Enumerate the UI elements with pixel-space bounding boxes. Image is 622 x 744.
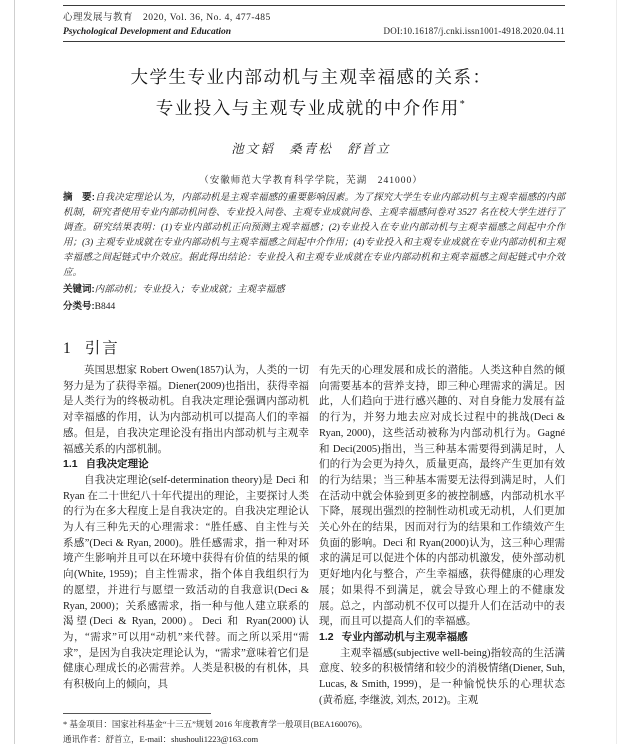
subsection-1-1-number: 1.1 bbox=[63, 458, 78, 471]
journal-header-row2 bbox=[63, 26, 565, 42]
body-columns bbox=[63, 363, 565, 709]
clc-label: 分类号: bbox=[63, 301, 95, 312]
paragraph-swb: 主观幸福感(subjective well-being)指较高的生活满意度、较多的积极情绪和较少的消极情绪(Diener, Suh, Lucas, & Smith, 1999)，是一种愉悦快乐的心理状态(黄希庭, 李继波, 刘杰, 2012)。主观 bbox=[319, 647, 565, 706]
clc-line bbox=[63, 299, 565, 315]
subsection-1-2-title: 专业内部动机与主观幸福感 bbox=[341, 630, 468, 643]
page-right-edge bbox=[616, 0, 617, 744]
doi-text: DOI:10.16187/j.cnki.issn1001-4918.2020.04.11 bbox=[383, 26, 565, 36]
affiliation-line: （安徽师范大学教育科学学院，芜湖 241000） bbox=[199, 175, 423, 186]
clc-value: B844 bbox=[94, 302, 116, 312]
subsection-1-1-heading bbox=[63, 457, 309, 473]
subsection-1-1-title: 自我决定理论 bbox=[85, 458, 149, 471]
paragraph-sdt-continued: 有先天的心理发展和成长的潜能。人类这种自然的倾向需要基本的营养支持，即三种心理需求的满足。因此，人们趋向于进行感兴趣的、对自身能力发展有益的行为，并努力地去应对成长过程中的挑战(Deci & Ryan, 2000)，这些活动被称为内部动机行为。Gagné 和 Deci(2005)指出，当三种基本需要得到满足时，人们的行为会更为持久，质量更高，最终产生更加有效的行为结果；当三种基本需要无法得到满足时，人们在活动中就会体验到更多的被控制感，内部动机水平下降，展现出强烈的控制性动机或无动机，人们更加关心外在的结果，因而对行为的结果和工作绩效产生负面的影响。Deci 和 Ryan(2000)认为，这三种心理需求的满足可以促进个体的内部动机激发，使外部动机更好地内化与整合，产生幸福感，获得健康的心理发展；如果得不到满足，就会导致心理上的不健康发展。总之，内部动机不仅可以提升人们在活动中的表现，而且可以提高人们的幸福感。 bbox=[319, 365, 565, 628]
keywords-line bbox=[63, 282, 565, 298]
section-1-number: 1 bbox=[63, 340, 71, 357]
title-footnote-mark: * bbox=[459, 99, 467, 110]
keywords-label: 关键词: bbox=[63, 284, 95, 295]
right-column bbox=[319, 363, 565, 709]
paragraph-sdt: 自我决定理论(self-determination theory)是 Deci 和 Ryan 在二十世纪八十年代提出的理论，主要探讨人类的行为在多大程度上是自我决定的。自我决定理论认为人有三种先天的心理需求：“胜任感、自主性与关系感”(Deci & Ryan, 2000)。胜任感需求，指一种对环境产生影响并且可以在环境中获得有价值的结果的倾向(White, 1959)；自主性需求，指个体自我组织行为的愿望，并进行与愿望一致活动的自我意识(Deci & Ryan, 2000)；关系感需求，指一种与他人建立联系的渴望(Deci & Ryan, 2000)。Deci 和 Ryan(2000)认为，“需求”可以用“动机”来代替。而之所以采用“需求”，是因为自我决定理论认为，“需求”意味着它们是健康心理成长的必需营养。人类是积极的有机体，具有积极向上的倾向，具 bbox=[63, 474, 309, 691]
journal-header bbox=[63, 5, 565, 42]
footnote-funding: * 基金项目：国家社科基金“十三五”规划 2016 年度教育学一般项目(BEA160076)。 bbox=[63, 719, 368, 729]
footnote-corresponding-author: 通讯作者：舒首立，E-mail：shushouli1223@163.com bbox=[63, 733, 259, 744]
abstract-label: 摘 要: bbox=[63, 192, 95, 203]
subsection-1-2-number: 1.2 bbox=[319, 630, 334, 643]
article-title-line2 bbox=[40, 91, 582, 122]
footnote-block bbox=[63, 717, 565, 744]
page-left-edge bbox=[14, 0, 15, 744]
keywords-text: 内部动机；专业投入；专业成就；主观幸福感 bbox=[94, 285, 285, 295]
footnote-divider bbox=[63, 713, 211, 714]
abstract-text: 自我决定理论认为，内部动机是主观幸福感的重要影响因素。为了探究大学生专业内部动机与主观幸福感的内部机制，研究者使用专业内部动机问卷、专业投入问卷、主观专业成就问卷、主观幸福感问卷对 3527 名在校大学生进行了调查。研究结果表明：(1)专业内部动机正向预测主观幸福感；(2)专业投入在专业内部动机与主观幸福感之间起中介作用；(3) 主观专业成就在专业内部动机与主观幸福感之间起中介作用；(4)专业投入和主观专业成就在专业内部动机和主观幸福感之间起链式中介效应。据此得出结论：专业投入和主观专业成就在专业内部动机和主观幸福感之间起链式中介效应。 bbox=[63, 193, 565, 278]
section-1-heading bbox=[63, 336, 120, 358]
article-title-line1: 大学生专业内部动机与主观幸福感的关系： bbox=[130, 67, 492, 87]
article-title-line2-text: 专业投入与主观专业成就的中介作用 bbox=[155, 97, 460, 118]
subsection-1-2-heading bbox=[319, 630, 565, 646]
journal-masthead-cn: 心理发展与教育 2020, Vol. 36, No. 4, 477-485 bbox=[63, 13, 271, 23]
left-column bbox=[63, 363, 309, 709]
journal-masthead-en: Psychological Development and Education bbox=[63, 27, 232, 37]
title-block bbox=[40, 64, 582, 186]
abstract-paragraph bbox=[63, 190, 565, 281]
paragraph-intro: 英国思想家 Robert Owen(1857)认为，人类的一切努力是为了获得幸福。Diener(2009)也指出，获得幸福是人类行为的终极动机。自我决定理论强调内部动机对幸福感的作用，认为内部动机可以提高人们的幸福感。但是，自我决定理论没有指出内部动机与主观幸福感关系的内部机制。 bbox=[63, 365, 309, 455]
authors-line: 池文韬 桑青松 舒首立 bbox=[231, 141, 391, 156]
abstract-block bbox=[63, 190, 565, 315]
section-1-title: 引言 bbox=[84, 340, 120, 357]
